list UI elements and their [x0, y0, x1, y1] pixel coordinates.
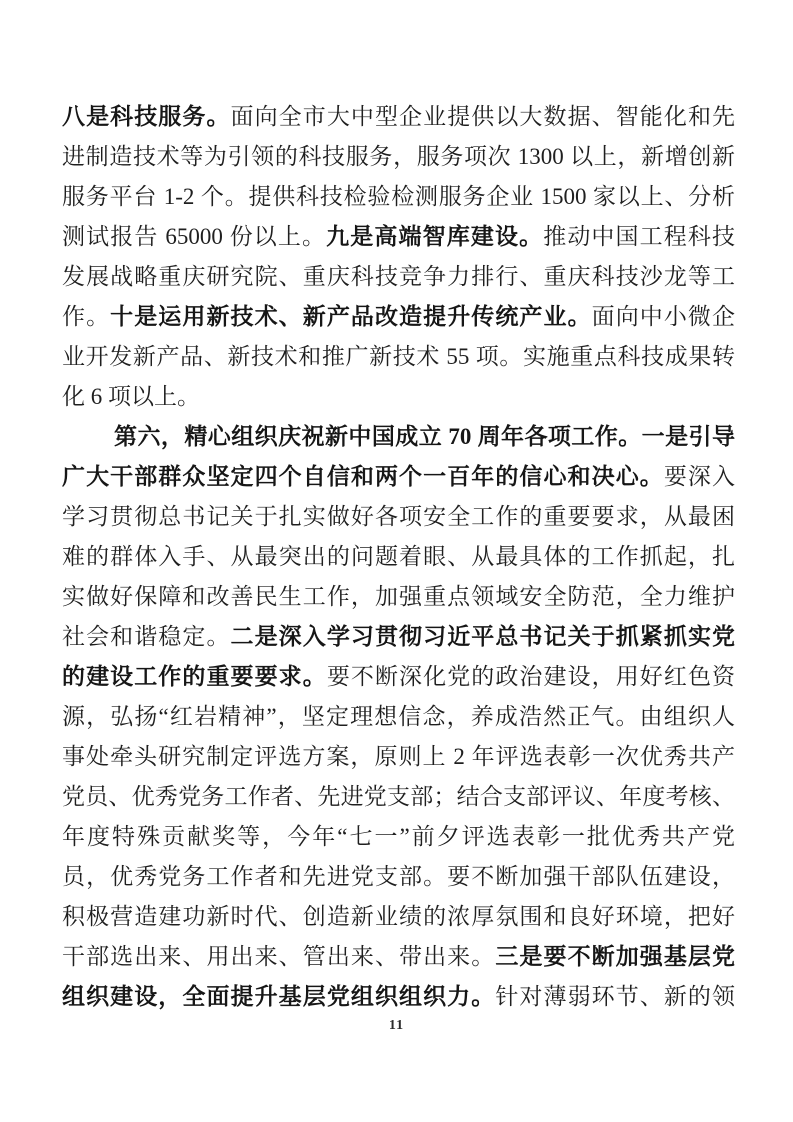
document-body: [62, 97, 735, 1017]
text-segment: 实做好保障和改善民生工作，加强重点领域安全防范，全力维护: [62, 584, 735, 609]
text-segment: 学习贯彻总书记关于扎实做好各项安全工作的重要要求，从最困: [62, 504, 735, 529]
text-segment: 服务平台 1-2 个。提供科技检验检测服务企业 1500 家以上、分析: [62, 184, 735, 209]
bold-text-segment: 十是运用新技术、新产品改造提升传统产业。: [110, 304, 592, 329]
text-line: [62, 537, 735, 577]
bold-text-segment: 组织建设，全面提升基层党组织组织力。: [62, 984, 496, 1009]
bold-text-segment: 九是高端智库建设。: [326, 224, 544, 249]
text-segment: 党员、优秀党务工作者、先进党支部；结合支部评议、年度考核、: [62, 784, 735, 809]
text-line: [62, 137, 735, 177]
bold-text-segment: 第六，精心组织庆祝新中国成立 70 周年各项工作。一是引导: [114, 424, 735, 449]
text-line: [62, 737, 735, 777]
text-segment: 积极营造建功新时代、创造新业绩的浓厚氛围和良好环境，把好: [62, 904, 735, 929]
text-segment: 进制造技术等为引领的科技服务，服务项次 1300 以上，新增创新: [62, 144, 735, 169]
text-segment: 业开发新产品、新技术和推广新技术 55 项。实施重点科技成果转: [62, 344, 735, 369]
text-line: [62, 337, 735, 377]
text-line: [62, 497, 735, 537]
text-line: [62, 897, 735, 937]
text-line: [62, 457, 735, 497]
text-line: [62, 177, 735, 217]
bold-text-segment: 三是要不断加强基层党: [495, 944, 736, 969]
text-segment: 发展战略重庆研究院、重庆科技竞争力排行、重庆科技沙龙等工: [62, 264, 735, 289]
text-line: [62, 977, 735, 1017]
page-number: 11: [388, 1018, 405, 1033]
text-segment: 年度特殊贡献奖等，今年“七一”前夕评选表彰一批优秀共产党: [62, 824, 735, 849]
text-segment: 针对薄弱环节、新的领: [495, 984, 736, 1009]
text-line: [62, 377, 735, 417]
text-segment: 作。: [62, 304, 111, 329]
text-line: [62, 417, 735, 457]
text-segment: 面向全市大中型企业提供以大数据、智能化和先: [230, 104, 736, 129]
bold-text-segment: 八是科技服务。: [62, 104, 231, 129]
document-lines: [62, 97, 735, 1017]
text-segment: 事处牵头研究制定评选方案，原则上 2 年评选表彰一次优秀共产: [62, 744, 735, 769]
text-line: [62, 937, 735, 977]
text-line: [62, 697, 735, 737]
text-line: [62, 777, 735, 817]
text-line: [62, 97, 735, 137]
text-segment: 要深入: [663, 464, 736, 489]
text-segment: 化 6 项以上。: [62, 384, 200, 409]
text-line: [62, 657, 735, 697]
text-segment: 干部选出来、用出来、管出来、带出来。: [62, 944, 496, 969]
text-line: [62, 257, 735, 297]
text-line: [62, 577, 735, 617]
bold-text-segment: 二是深入学习贯彻习近平总书记关于抓紧抓实党: [230, 624, 736, 649]
text-segment: 推动中国工程科技: [543, 224, 736, 249]
text-line: [62, 617, 735, 657]
text-segment: 难的群体入手、从最突出的问题着眼、从最具体的工作抓起，扎: [62, 544, 735, 569]
text-line: [62, 297, 735, 337]
text-segment: 测试报告 65000 份以上。: [62, 224, 327, 249]
text-segment: 社会和谐稳定。: [62, 624, 231, 649]
text-segment: 面向中小微企: [591, 304, 736, 329]
bold-text-segment: 广大干部群众坚定四个自信和两个一百年的信心和决心。: [62, 464, 664, 489]
text-line: [62, 817, 735, 857]
bold-text-segment: 的建设工作的重要要求。: [62, 664, 327, 689]
text-line: [62, 217, 735, 257]
text-segment: 源，弘扬“红岩精神”，坚定理想信念，养成浩然正气。由组织人: [62, 704, 735, 729]
text-segment: 要不断深化党的政治建设，用好红色资: [326, 664, 736, 689]
text-segment: 员，优秀党务工作者和先进党支部。要不断加强干部队伍建设，: [62, 864, 735, 889]
text-line: [62, 857, 735, 897]
